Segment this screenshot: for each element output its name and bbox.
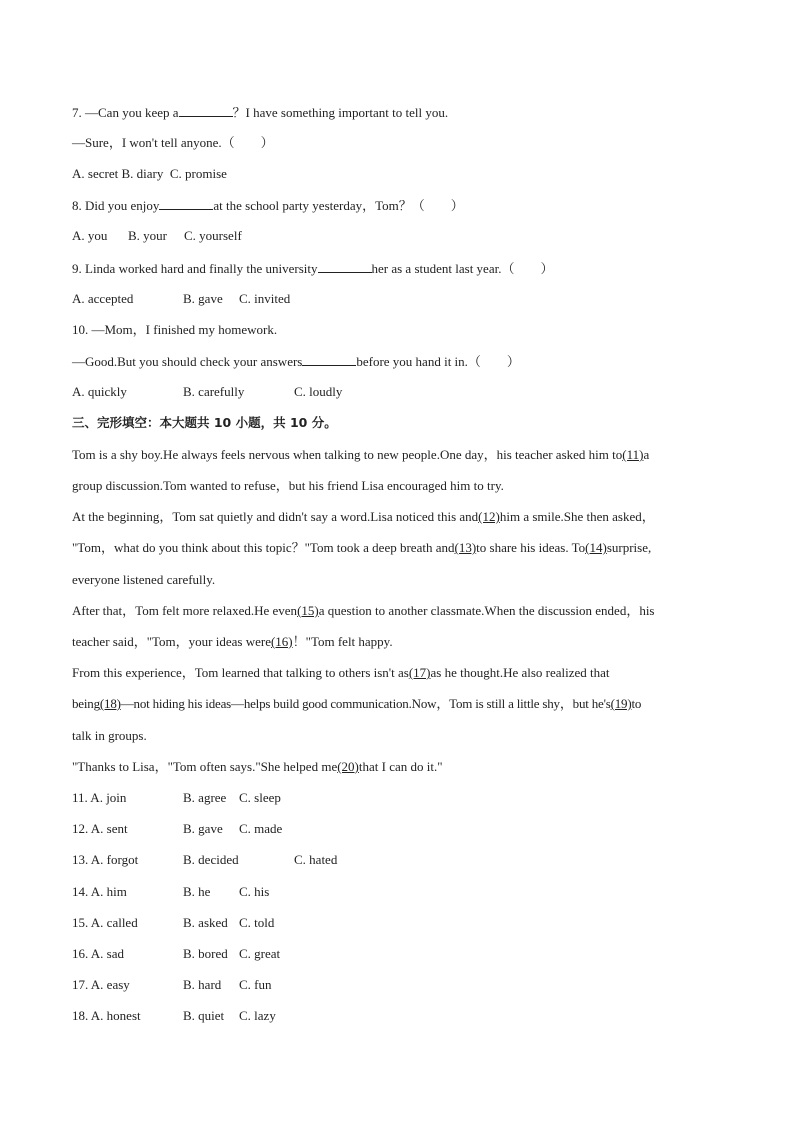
q10-text-before: —Good.But you should check your answers	[72, 354, 303, 369]
q9-text-after: her as a student last year.（ ）	[371, 261, 554, 276]
answer-option-b: B. decided	[183, 852, 239, 867]
q7-options	[72, 166, 734, 182]
passage-line: group discussion.Tom wanted to refuse，but his friend Lisa encouraged him to try.	[72, 478, 504, 493]
answer-row	[72, 1008, 734, 1024]
passage-text: Tom is a shy boy.He always feels nervous when talking to new people.One day，his teacher asked him to	[72, 447, 623, 462]
passage-line: everyone listened carefully.	[72, 572, 216, 587]
passage-text: teacher said，"Tom，your ideas were	[72, 634, 271, 649]
q10-option-c: C. loudly	[294, 384, 343, 399]
q10-blank	[302, 353, 356, 366]
passage-line: talk in groups.	[72, 728, 147, 743]
answer-option-b: B. asked	[183, 915, 228, 930]
passage-text: surprise,	[606, 540, 652, 555]
blank-number-18: (18)	[99, 696, 121, 711]
answer-option-a: 13. A. forgot	[72, 852, 139, 867]
q7-text-after: ？I have something important to tell you.	[232, 105, 449, 120]
blank-number-17: (17)	[408, 665, 431, 680]
answer-row	[72, 946, 734, 962]
answer-row	[72, 852, 734, 868]
answer-row	[72, 977, 734, 993]
passage-text: After that，Tom felt more relaxed.He even	[72, 603, 298, 618]
passage-text: "Thanks to Lisa，"Tom often says."She helped me	[72, 759, 338, 774]
answer-option-a: 16. A. sad	[72, 946, 124, 961]
answer-option-a: 11. A. join	[72, 790, 127, 805]
blank-number-11: (11)	[622, 447, 644, 462]
answer-option-c: C. told	[239, 915, 275, 930]
passage-line	[72, 696, 734, 712]
passage-line	[72, 665, 734, 681]
passage-text: From this experience，Tom learned that talking to others isn't as	[72, 665, 409, 680]
answer-option-c: C. sleep	[239, 790, 281, 805]
answer-row	[72, 821, 734, 837]
q10-stem: 10. —Mom，I finished my homework.	[72, 322, 278, 337]
q10-option-b: B. carefully	[183, 384, 245, 399]
passage-text: as he thought.He also realized that	[430, 665, 610, 680]
answer-row	[72, 884, 734, 900]
passage-text: —not hiding his ideas—helps build good communication.Now，Tom is still a little shy，but he's	[120, 696, 611, 711]
answer-option-c: C. his	[239, 884, 270, 899]
answer-option-b: B. agree	[183, 790, 227, 805]
passage-line	[72, 447, 734, 463]
q9-options	[72, 291, 734, 307]
q8-blank	[159, 197, 213, 210]
q10-reply	[72, 353, 734, 370]
q9-blank	[318, 260, 372, 273]
q7-reply: —Sure，I won't tell anyone.（ ）	[72, 135, 274, 150]
answer-option-c: C. fun	[239, 977, 272, 992]
passage-line	[72, 603, 734, 619]
blank-number-15: (15)	[297, 603, 319, 618]
blank-number-13: (13)	[454, 540, 477, 555]
answer-row	[72, 790, 734, 806]
answer-option-a: 12. A. sent	[72, 821, 128, 836]
q7-option-b: B. diary	[121, 166, 164, 181]
answer-option-a: 15. A. called	[72, 915, 138, 930]
answer-option-c: C. hated	[294, 852, 338, 867]
q7-text-before: 7. —Can you keep a	[72, 105, 179, 120]
q9-option-c: C. invited	[239, 291, 291, 306]
q7-stem	[72, 104, 734, 121]
passage-text: ！"Tom felt happy.	[292, 634, 393, 649]
passage-line	[72, 759, 734, 775]
q10-options	[72, 384, 734, 400]
answer-option-b: B. he	[183, 884, 211, 899]
answer-option-a: 18. A. honest	[72, 1008, 141, 1023]
passage-text: a question to another classmate.When the discussion ended，his	[318, 603, 655, 618]
passage-text: a	[643, 447, 650, 462]
answer-option-c: C. great	[239, 946, 281, 961]
q9-text-before: 9. Linda worked hard and finally the university	[72, 261, 318, 276]
q8-option-c: C. yourself	[184, 228, 242, 243]
passage-text: him a smile.She then asked，	[499, 509, 655, 524]
passage-text: "Tom，what do you think about this topic？"Tom took a deep breath and	[72, 540, 455, 555]
answer-option-b: B. gave	[183, 821, 223, 836]
q10-option-a: A. quickly	[72, 384, 127, 399]
passage-line	[72, 509, 734, 525]
passage-text: At the beginning，Tom sat quietly and didn't say a word.Lisa noticed this and	[72, 509, 479, 524]
q9-stem	[72, 260, 734, 277]
passage-text: to	[631, 696, 642, 711]
answer-option-b: B. quiet	[183, 1008, 225, 1023]
blank-number-19: (19)	[610, 696, 632, 711]
answer-option-c: C. lazy	[239, 1008, 276, 1023]
passage-text: to share his ideas. To	[476, 540, 586, 555]
blank-number-20: (20)	[337, 759, 359, 774]
answer-option-b: B. hard	[183, 977, 222, 992]
q7-option-c: C. promise	[169, 166, 227, 181]
q10-text-after: before you hand it in.（ ）	[356, 354, 520, 369]
passage-text: that I can do it."	[358, 759, 443, 774]
q8-options	[72, 228, 734, 244]
blank-number-12: (12)	[478, 509, 500, 524]
answer-option-a: 14. A. him	[72, 884, 127, 899]
passage-line	[72, 634, 734, 650]
q7-option-a: A. secret	[72, 166, 119, 181]
answer-option-c: C. made	[239, 821, 283, 836]
passage-line	[72, 540, 734, 556]
section-title: 三、完形填空：本大题共 10 小题，共 10 分。	[72, 415, 337, 430]
answer-option-a: 17. A. easy	[72, 977, 130, 992]
passage-text: being	[72, 696, 100, 711]
blank-number-16: (16)	[270, 634, 293, 649]
q8-stem	[72, 197, 734, 214]
answer-option-b: B. bored	[183, 946, 228, 961]
q8-text-before: 8. Did you enjoy	[72, 198, 160, 213]
q8-text-after: at the school party yesterday，Tom？（ ）	[213, 198, 464, 213]
q8-option-a: A. you	[72, 228, 108, 243]
q8-option-b: B. your	[128, 228, 167, 243]
q7-blank	[179, 104, 233, 117]
answer-row	[72, 915, 734, 931]
q9-option-a: A. accepted	[72, 291, 134, 306]
blank-number-14: (14)	[585, 540, 607, 555]
q9-option-b: B. gave	[183, 291, 223, 306]
